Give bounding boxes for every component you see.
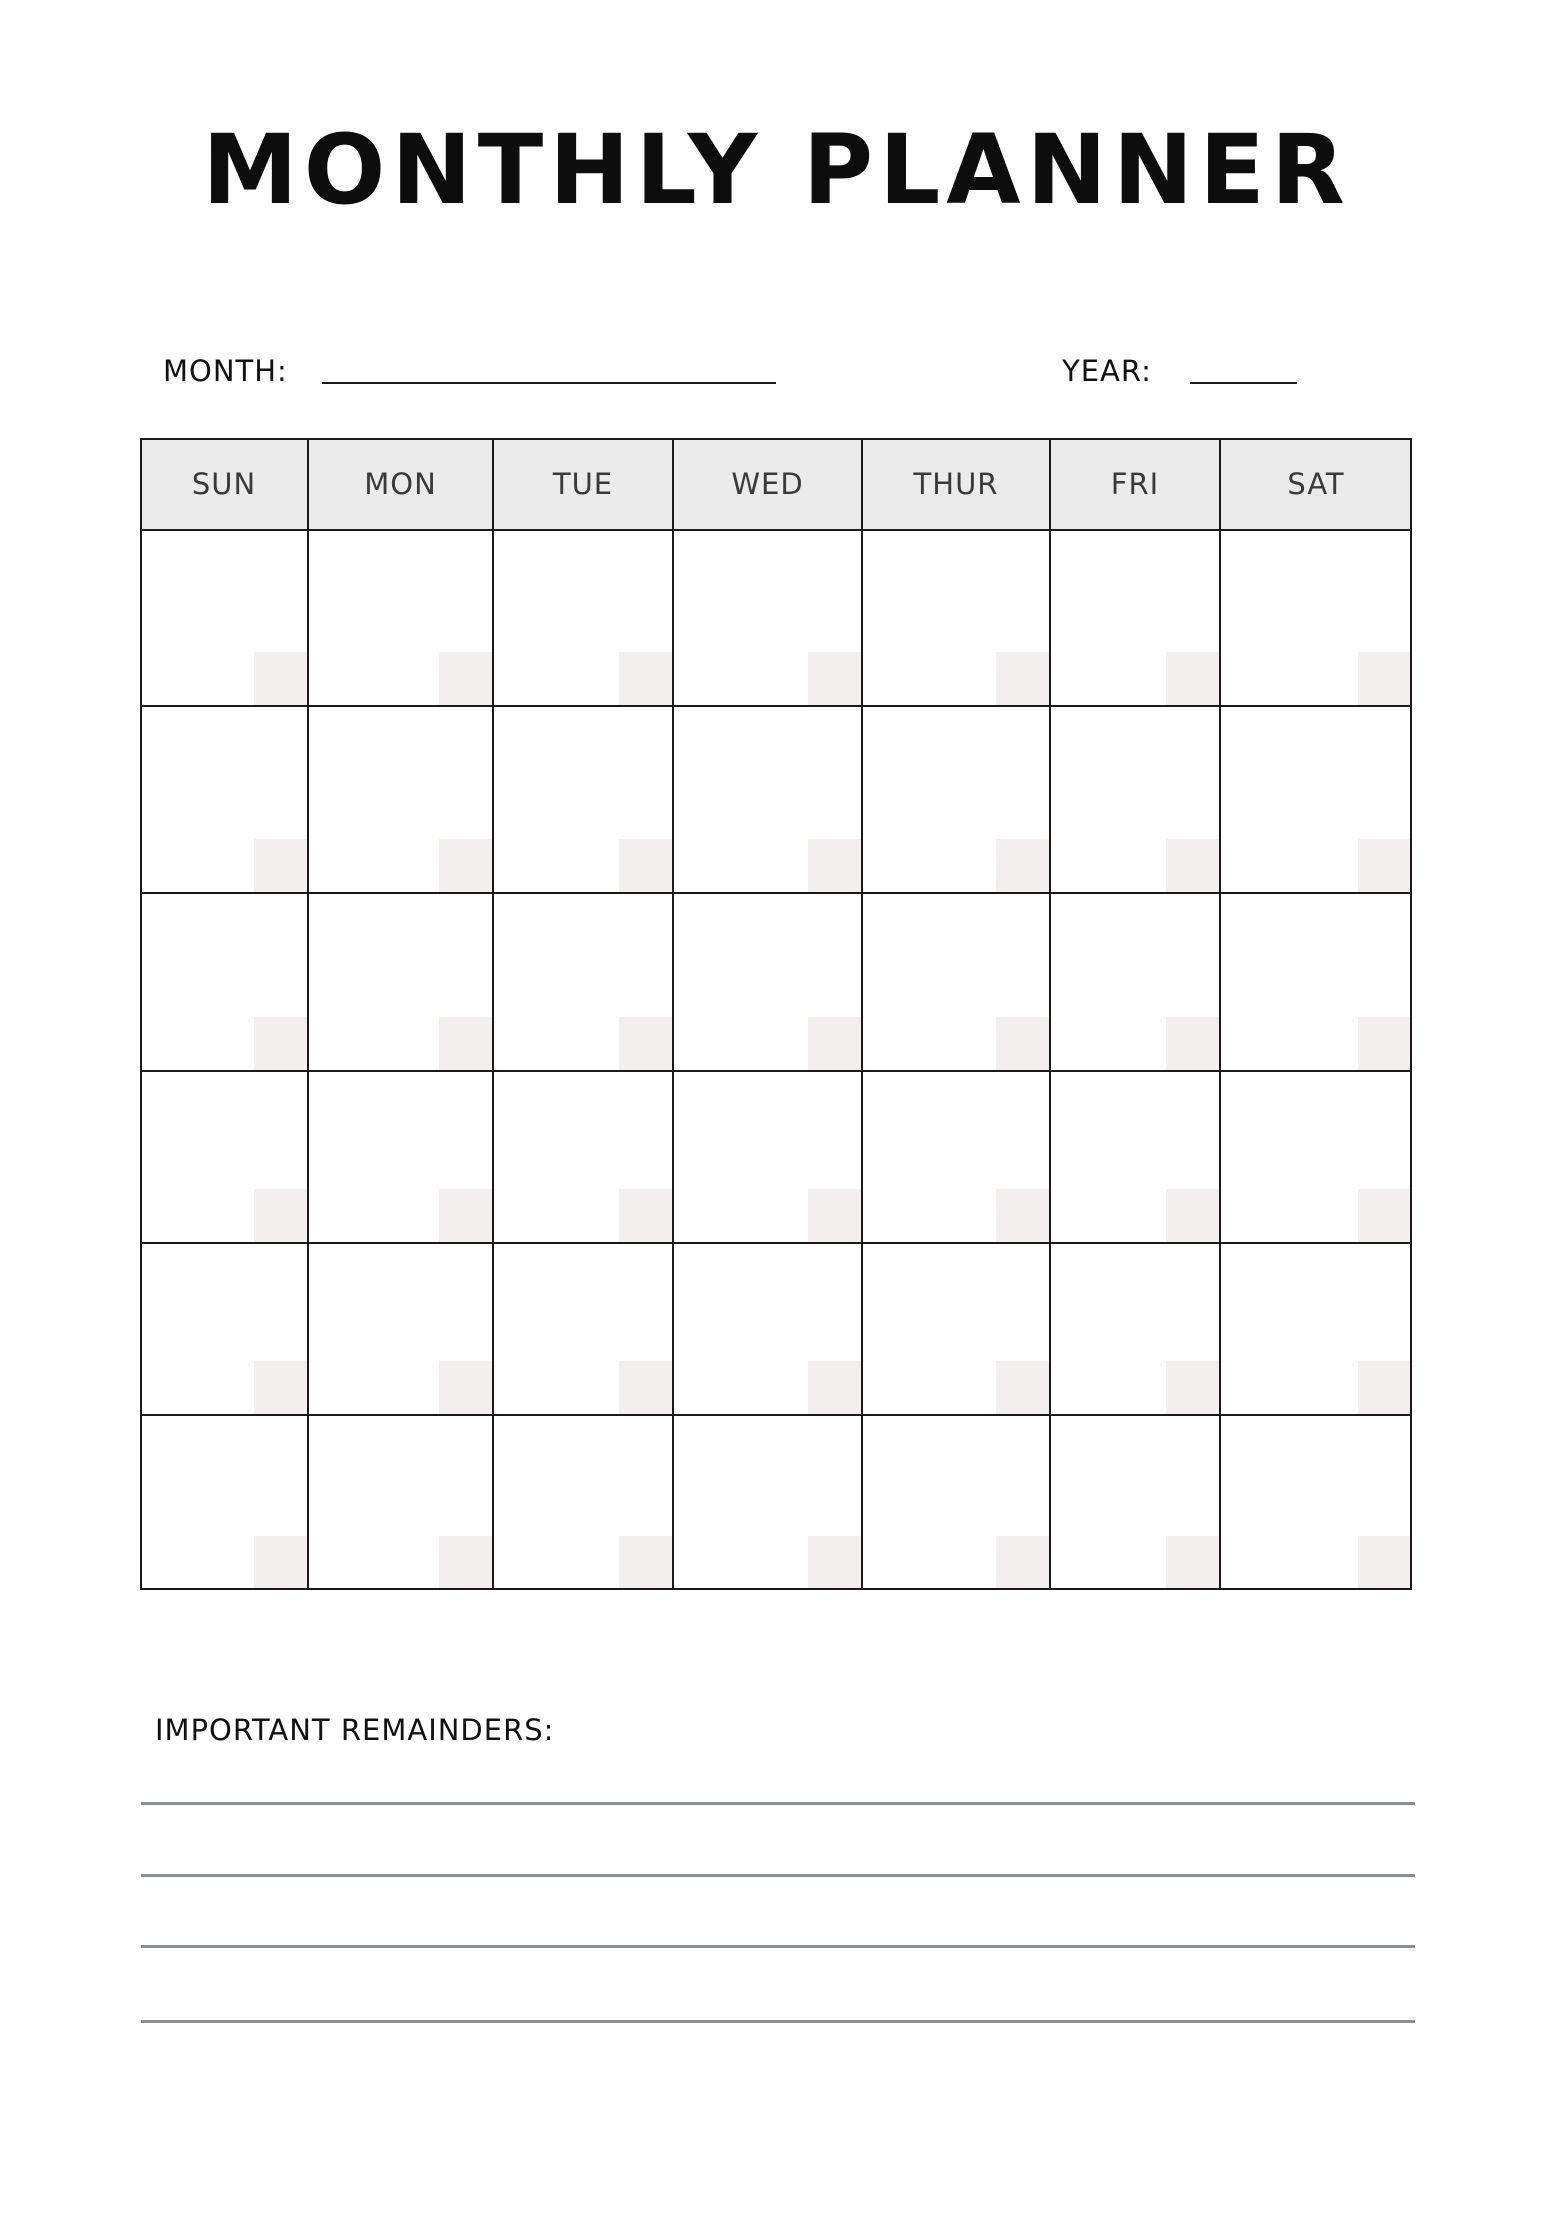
day-cell[interactable] bbox=[1050, 1071, 1220, 1243]
date-number-box[interactable] bbox=[808, 1189, 862, 1243]
grid-column-divider bbox=[861, 438, 863, 1590]
date-number-box[interactable] bbox=[439, 652, 493, 706]
date-number-box[interactable] bbox=[1358, 1361, 1412, 1415]
day-cell[interactable] bbox=[673, 530, 862, 706]
date-number-box[interactable] bbox=[254, 1536, 308, 1590]
date-number-box[interactable] bbox=[439, 839, 493, 893]
day-cell[interactable] bbox=[493, 893, 673, 1071]
weekday-label-wed: WED bbox=[731, 467, 804, 501]
date-number-box[interactable] bbox=[254, 1361, 308, 1415]
date-number-box[interactable] bbox=[439, 1536, 493, 1590]
date-number-box[interactable] bbox=[1358, 1017, 1412, 1071]
date-number-box[interactable] bbox=[254, 1017, 308, 1071]
date-number-box[interactable] bbox=[996, 839, 1050, 893]
day-cell[interactable] bbox=[673, 706, 862, 893]
day-cell[interactable] bbox=[308, 1243, 493, 1415]
year-field[interactable] bbox=[1190, 382, 1297, 384]
day-cell[interactable] bbox=[1050, 706, 1220, 893]
day-cell[interactable] bbox=[1220, 1071, 1412, 1243]
grid-column-divider bbox=[492, 438, 494, 1590]
day-cell[interactable] bbox=[140, 1243, 308, 1415]
weekday-label-sun: SUN bbox=[191, 467, 257, 501]
day-cell[interactable] bbox=[1220, 1243, 1412, 1415]
date-number-box[interactable] bbox=[1358, 839, 1412, 893]
year-label: YEAR: bbox=[1062, 354, 1152, 388]
page-title: MONTHLY PLANNER bbox=[202, 114, 1351, 226]
day-cell[interactable] bbox=[1050, 530, 1220, 706]
date-number-box[interactable] bbox=[808, 1536, 862, 1590]
grid-column-divider bbox=[672, 438, 674, 1590]
date-number-box[interactable] bbox=[619, 652, 673, 706]
day-cell[interactable] bbox=[493, 1415, 673, 1590]
day-cell[interactable] bbox=[1050, 1243, 1220, 1415]
day-cell[interactable] bbox=[493, 530, 673, 706]
day-cell[interactable] bbox=[493, 1071, 673, 1243]
month-field[interactable] bbox=[322, 382, 776, 384]
grid-column-divider bbox=[1049, 438, 1051, 1590]
reminders-label: IMPORTANT REMAINDERS: bbox=[155, 1713, 555, 1747]
grid-row-divider bbox=[140, 892, 1412, 894]
date-number-box[interactable] bbox=[439, 1189, 493, 1243]
date-number-box[interactable] bbox=[808, 839, 862, 893]
day-cell[interactable] bbox=[862, 1071, 1050, 1243]
date-number-box[interactable] bbox=[1166, 1361, 1220, 1415]
date-number-box[interactable] bbox=[1166, 652, 1220, 706]
calendar-grid bbox=[140, 438, 1412, 1590]
date-number-box[interactable] bbox=[1358, 1189, 1412, 1243]
date-number-box[interactable] bbox=[996, 1189, 1050, 1243]
date-number-box[interactable] bbox=[808, 1361, 862, 1415]
date-number-box[interactable] bbox=[619, 1361, 673, 1415]
grid-row-divider bbox=[140, 1070, 1412, 1072]
date-number-box[interactable] bbox=[1358, 1536, 1412, 1590]
reminder-line[interactable] bbox=[141, 1802, 1415, 1805]
date-number-box[interactable] bbox=[254, 652, 308, 706]
grid-row-divider bbox=[140, 1414, 1412, 1416]
day-cell[interactable] bbox=[308, 1071, 493, 1243]
day-cell[interactable] bbox=[1050, 1415, 1220, 1590]
day-cell[interactable] bbox=[493, 706, 673, 893]
day-cell[interactable] bbox=[1220, 1415, 1412, 1590]
day-cell[interactable] bbox=[1220, 530, 1412, 706]
day-cell[interactable] bbox=[308, 530, 493, 706]
day-cell[interactable] bbox=[862, 893, 1050, 1071]
day-cell[interactable] bbox=[140, 706, 308, 893]
day-cell[interactable] bbox=[308, 893, 493, 1071]
date-number-box[interactable] bbox=[1166, 839, 1220, 893]
date-number-box[interactable] bbox=[619, 1189, 673, 1243]
month-label: MONTH: bbox=[163, 354, 288, 388]
day-cell[interactable] bbox=[862, 1415, 1050, 1590]
date-number-box[interactable] bbox=[1166, 1536, 1220, 1590]
date-number-box[interactable] bbox=[1166, 1017, 1220, 1071]
date-number-box[interactable] bbox=[996, 1361, 1050, 1415]
day-cell[interactable] bbox=[862, 706, 1050, 893]
date-number-box[interactable] bbox=[619, 839, 673, 893]
date-number-box[interactable] bbox=[254, 1189, 308, 1243]
grid-column-divider bbox=[1219, 438, 1221, 1590]
day-cell[interactable] bbox=[1220, 893, 1412, 1071]
date-number-box[interactable] bbox=[619, 1536, 673, 1590]
day-cell[interactable] bbox=[673, 1243, 862, 1415]
reminder-line[interactable] bbox=[141, 2020, 1415, 2023]
date-number-box[interactable] bbox=[619, 1017, 673, 1071]
weekday-label-sat: SAT bbox=[1287, 467, 1345, 501]
grid-row-divider bbox=[140, 1242, 1412, 1244]
grid-row-divider bbox=[140, 529, 1412, 531]
day-cell[interactable] bbox=[140, 1071, 308, 1243]
day-cell[interactable] bbox=[862, 1243, 1050, 1415]
date-number-box[interactable] bbox=[254, 839, 308, 893]
date-number-box[interactable] bbox=[439, 1017, 493, 1071]
day-cell[interactable] bbox=[862, 530, 1050, 706]
date-number-box[interactable] bbox=[808, 652, 862, 706]
grid-column-divider bbox=[307, 438, 309, 1590]
day-cell[interactable] bbox=[308, 706, 493, 893]
date-number-box[interactable] bbox=[996, 1017, 1050, 1071]
reminder-line[interactable] bbox=[141, 1945, 1415, 1948]
weekday-label-thur: THUR bbox=[913, 467, 999, 501]
date-number-box[interactable] bbox=[439, 1361, 493, 1415]
day-cell[interactable] bbox=[673, 1415, 862, 1590]
date-number-box[interactable] bbox=[996, 1536, 1050, 1590]
weekday-label-mon: MON bbox=[364, 467, 437, 501]
weekday-label-tue: TUE bbox=[552, 467, 614, 501]
grid-row-divider bbox=[140, 705, 1412, 707]
day-cell[interactable] bbox=[1050, 893, 1220, 1071]
day-cell[interactable] bbox=[140, 530, 308, 706]
date-number-box[interactable] bbox=[808, 1017, 862, 1071]
day-cell[interactable] bbox=[673, 893, 862, 1071]
date-number-box[interactable] bbox=[1166, 1189, 1220, 1243]
date-number-box[interactable] bbox=[996, 652, 1050, 706]
weekday-label-fri: FRI bbox=[1110, 467, 1160, 501]
reminder-line[interactable] bbox=[141, 1874, 1415, 1877]
day-cell[interactable] bbox=[1220, 706, 1412, 893]
day-cell[interactable] bbox=[140, 893, 308, 1071]
day-cell[interactable] bbox=[493, 1243, 673, 1415]
date-number-box[interactable] bbox=[1358, 652, 1412, 706]
day-cell[interactable] bbox=[673, 1071, 862, 1243]
day-cell[interactable] bbox=[140, 1415, 308, 1590]
day-cell[interactable] bbox=[308, 1415, 493, 1590]
